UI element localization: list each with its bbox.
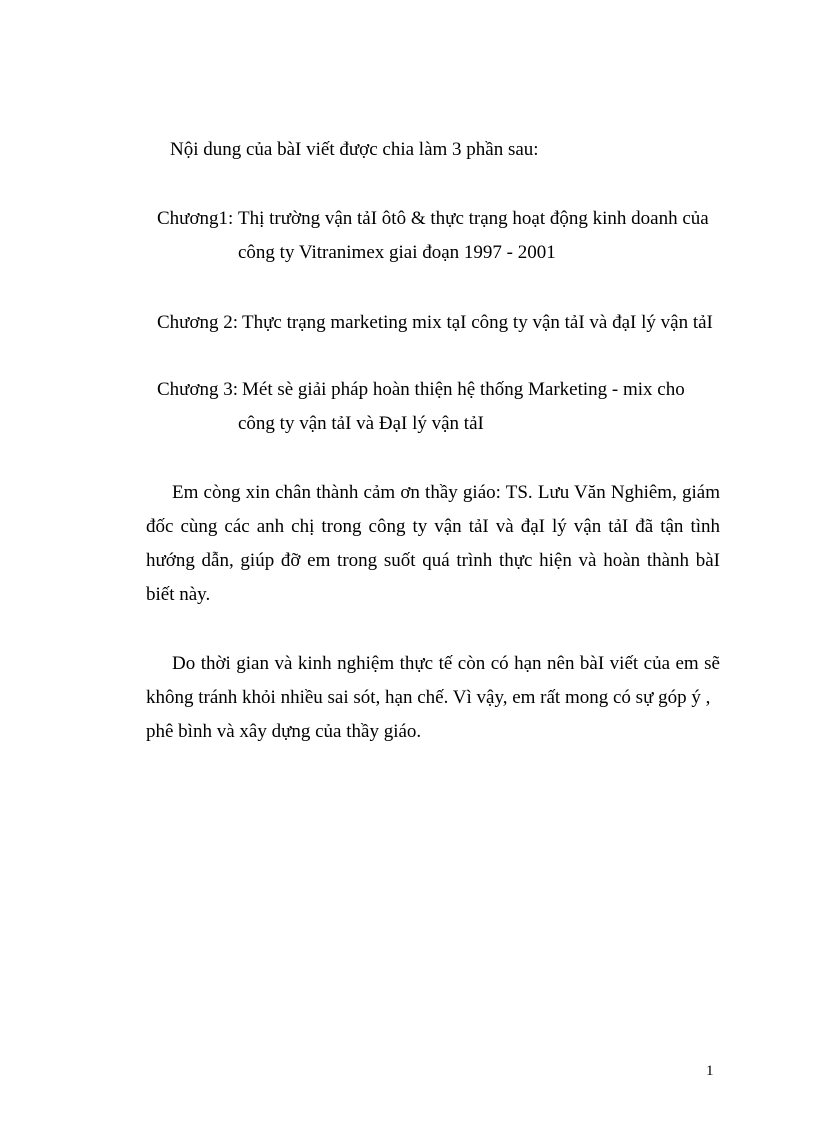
thanks-line-3: hướng dẫn, giúp đỡ em trong suốt quá trình thực hiện và hoàn thành bàI (146, 550, 720, 571)
closing-line-1: Do thời gian và kinh nghiệm thực tế còn có hạn nên bàI viết của em sẽ (172, 653, 720, 674)
chapter-2-title-line-1: Thực trạng marketing mix tạI công ty vận tảI và đạI lý vận tảI (242, 312, 713, 333)
thanks-line-1: Em còng xin chân thành cảm ơn thầy giáo: TS. Lưu Văn Nghiêm, giám (172, 482, 720, 503)
chapter-2-label: Chương 2: (157, 312, 239, 333)
page-number: 1 (706, 1063, 714, 1079)
chapter-3-title-line-1: Mét sè giải pháp hoàn thiện hệ thống Marketing - mix cho (242, 379, 685, 400)
chapter-1-title-line-2: công ty Vitranimex giai đoạn 1997 - 2001 (238, 242, 556, 263)
closing-line-2: không tránh khỏi nhiều sai sót, hạn chế. Vì vậy, em rất mong có sự góp ý , (146, 687, 711, 708)
chapter-1-title-line-1: Thị trường vận tảI ôtô & thực trạng hoạt động kinh doanh của (238, 208, 709, 229)
chapter-3-title-line-2: công ty vận tảI và ĐạI lý vận tảI (238, 413, 484, 434)
intro-text: Nội dung của bàI viết được chia làm 3 phần sau: (170, 139, 539, 160)
thanks-line-2: đốc cùng các anh chị trong công ty vận tảI và đạI lý vận tảI đã tận tình (146, 516, 720, 537)
chapter-3-label: Chương 3: (157, 379, 239, 400)
closing-line-3: phê bình và xây dựng của thầy giáo. (146, 721, 422, 742)
chapter-1-label: Chương1: (157, 208, 234, 229)
thanks-line-4: biết này. (146, 584, 211, 605)
